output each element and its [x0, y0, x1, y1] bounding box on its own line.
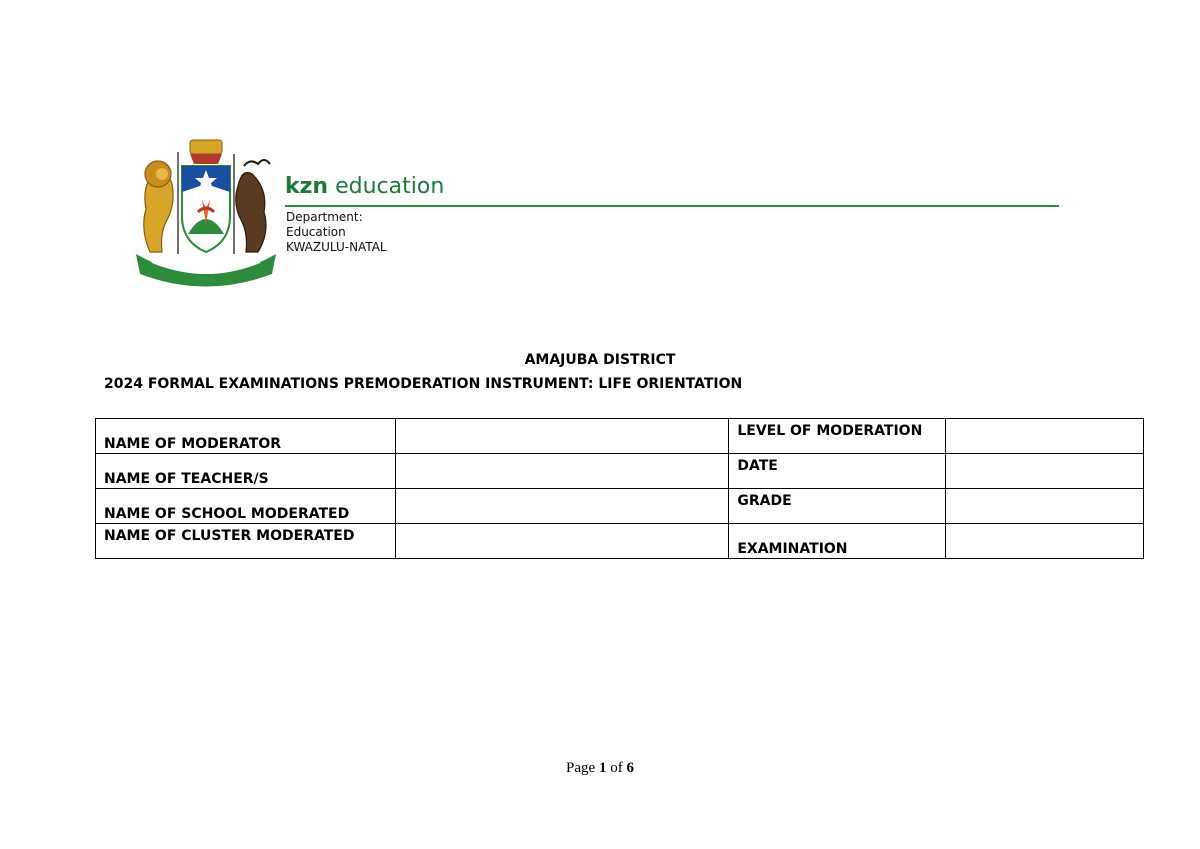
date-label: DATE — [729, 454, 946, 489]
table-row — [96, 454, 1144, 489]
teacher-label: NAME OF TEACHER/S — [96, 454, 396, 489]
district-heading: AMAJUBA DISTRICT — [524, 352, 676, 368]
brand-title — [285, 174, 444, 199]
examination-label: EXAMINATION — [729, 524, 946, 559]
province-name: KWAZULU-NATAL — [286, 240, 387, 254]
date-field[interactable] — [946, 454, 1144, 489]
department-block — [286, 210, 387, 255]
page-number — [0, 760, 1200, 777]
brand-divider — [285, 205, 1059, 207]
cluster-field[interactable] — [395, 524, 728, 559]
brand-title-bold: kzn — [285, 174, 329, 199]
table-row — [96, 489, 1144, 524]
examination-field[interactable] — [946, 524, 1144, 559]
current-page: 1 — [598, 760, 607, 776]
of-word: of — [610, 760, 623, 776]
level-of-moderation-field[interactable] — [946, 419, 1144, 454]
teacher-field[interactable] — [395, 454, 728, 489]
school-label: NAME OF SCHOOL MODERATED — [96, 489, 396, 524]
department-label: Department: — [286, 210, 363, 224]
brand-title-rest: education — [328, 174, 445, 199]
moderator-label: NAME OF MODERATOR — [96, 419, 396, 454]
level-of-moderation-label: LEVEL OF MODERATION — [729, 419, 946, 454]
table-row — [96, 419, 1144, 454]
moderator-field[interactable] — [395, 419, 728, 454]
kzn-coat-of-arms-icon — [132, 134, 280, 290]
total-pages: 6 — [626, 760, 634, 776]
instrument-title: 2024 FORMAL EXAMINATIONS PREMODERATION INSTRUMENT: LIFE ORIENTATION — [104, 376, 743, 392]
table-row — [96, 524, 1144, 559]
school-field[interactable] — [395, 489, 728, 524]
department-name: Education — [286, 225, 346, 239]
moderation-info-table — [95, 418, 1144, 559]
cluster-label: NAME OF CLUSTER MODERATED — [96, 524, 396, 559]
page-word: Page — [566, 760, 596, 776]
grade-label: GRADE — [729, 489, 946, 524]
grade-field[interactable] — [946, 489, 1144, 524]
